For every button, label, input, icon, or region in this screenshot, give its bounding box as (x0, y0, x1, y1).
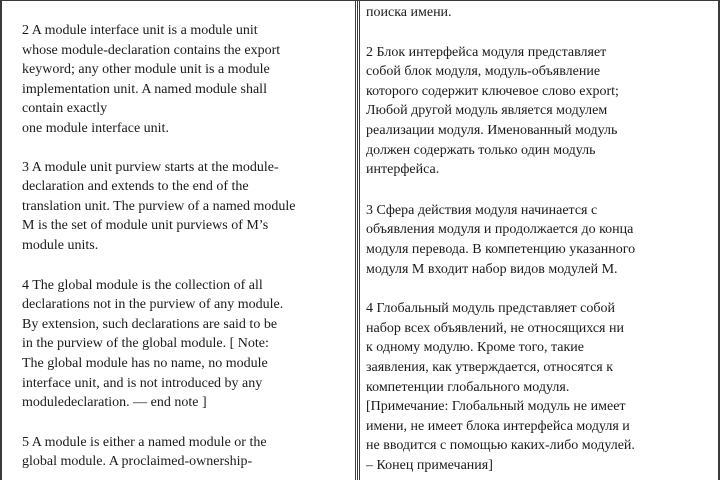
text-line: 5 A module is either a named module or the (22, 434, 267, 450)
text-line: M is the set of module unit purviews of M’s (22, 218, 269, 234)
en-paragraph-2 (22, 21, 356, 139)
en-paragraph-4 (22, 276, 356, 413)
ru-paragraph-2 (366, 43, 720, 180)
text-line: к одному модулю. Кроме того, такие (366, 340, 584, 356)
text-line: contain exactly (22, 101, 108, 117)
text-line: translation unit. The purview of a named module (22, 198, 296, 214)
text-line: Любой другой модуль является модулем (366, 103, 608, 119)
text-line: интерфейса. (366, 162, 440, 178)
text-line: 2 Блок интерфейса модуля представляет (366, 44, 607, 60)
text-line: модуля перевода. В компетенцию указанного (366, 241, 636, 257)
text-line: global module. A proclaimed-ownership- (22, 454, 253, 470)
en-paragraph-5 (22, 433, 356, 472)
text-line: которого содержит ключевое слово export; (366, 83, 619, 99)
text-line: – Конец примечания] (366, 457, 493, 473)
text-line: moduledeclaration. — end note ] (22, 395, 207, 411)
text-line: 3 A module unit purview starts at the module- (22, 159, 279, 175)
text-line: заявления, как утверждается, относятся к (366, 359, 614, 375)
text-line: interface unit, and is not introduced by any (22, 375, 263, 391)
text-line: in the purview of the global module. [ Note: (22, 336, 269, 352)
text-line: реализации модуля. Именованный модуль (366, 122, 618, 138)
text-line: keyword; any other module unit is a module (22, 62, 270, 78)
text-line: имени, не имеет блока интерфейса модуля и (366, 418, 630, 434)
english-column (0, 0, 356, 480)
text-line: модуля M входит набор видов модулей M. (366, 261, 618, 277)
text-line: собой блок модуля, модуль-объявление (366, 64, 601, 80)
text-line: declaration and extends to the end of the (22, 179, 249, 195)
ru-paragraph-1 (366, 3, 720, 23)
text-line: By extension, such declarations are said to be (22, 316, 278, 332)
text-line: набор всех объявлений, не относящихся ни (366, 320, 624, 336)
text-line: The global module has no name, no module (22, 355, 268, 371)
text-line: whose module-declaration contains the export (22, 42, 281, 58)
text-line: компетенции глобального модуля. (366, 379, 570, 395)
text-line: 4 Глобальный модуль представляет собой (366, 301, 615, 317)
text-line: поиска имени. (366, 5, 452, 20)
text-line: 3 Сфера действия модуля начинается с (366, 202, 598, 218)
text-line: объявления модуля и продолжается до конца (366, 222, 634, 238)
text-line: implementation unit. A named module shall (22, 81, 267, 97)
text-line: declarations not in the purview of any module. (22, 297, 284, 313)
text-line: должен содержать только один модуль (366, 142, 596, 158)
text-line: 4 The global module is the collection of all (22, 277, 263, 293)
text-line: module units. (22, 237, 99, 253)
text-line: [Примечание: Глобальный модуль не имеет (366, 399, 626, 415)
russian-column (357, 0, 720, 480)
ru-paragraph-4 (366, 299, 720, 475)
text-line: не вводится с помощью каких-либо модулей. (366, 438, 635, 454)
text-line: one module interface unit. (22, 120, 169, 136)
ru-paragraph-3 (366, 201, 720, 279)
en-paragraph-3 (22, 158, 356, 256)
text-line: 2 A module interface unit is a module unit (22, 23, 258, 38)
